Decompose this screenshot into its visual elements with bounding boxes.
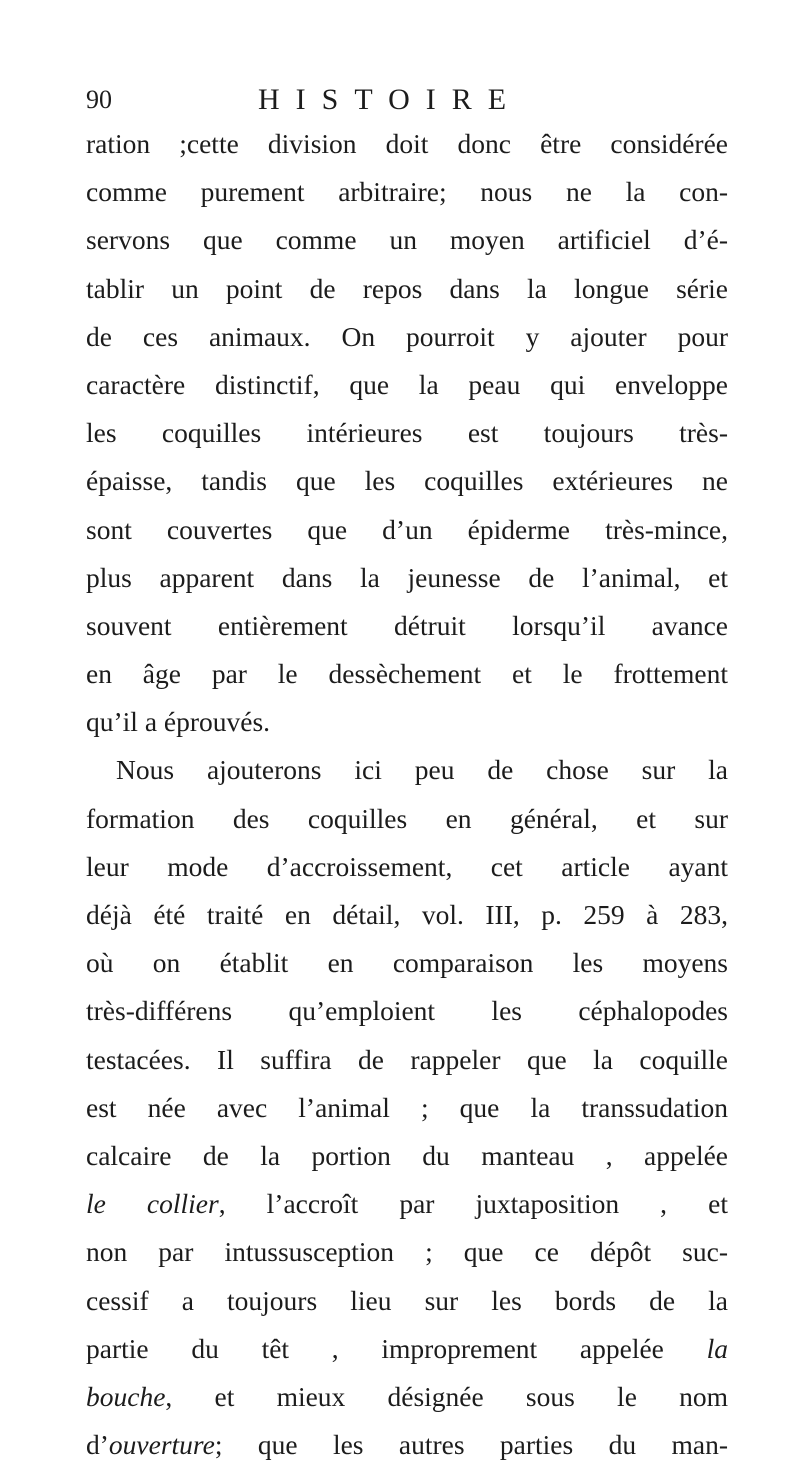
text-line: servons que comme un moyen artificiel d’é- <box>86 224 728 256</box>
text-line: en âge par le dessèchement et le frottement <box>86 658 728 690</box>
text-line: comme purement arbitraire; nous ne la con- <box>86 176 728 208</box>
text-fragment: , l’accroît par juxtaposition , et <box>218 1188 728 1220</box>
text-line: ration ;cette division doit donc être considérée <box>86 128 728 159</box>
text-line: tablir un point de repos dans la longue série <box>86 272 728 304</box>
text-fragment: , et mieux désignée sous le nom <box>165 1380 728 1412</box>
text-line: déjà été traité en détail, vol. III, p. 259 à 283, <box>86 899 728 930</box>
text-line <box>86 1325 728 1373</box>
paragraph-start-line: Nous ajouterons ici peu de chose sur la <box>116 754 728 786</box>
text-line: sont couvertes que d’un épiderme très-mince, <box>86 513 728 545</box>
text-line: très-différens qu’emploient les céphalopodes <box>86 995 728 1027</box>
text-line: souvent entièrement détruit lorsqu’il avance <box>86 609 728 641</box>
italic-term: la <box>706 1332 728 1364</box>
text-line: où on établit en comparaison les moyens <box>86 947 728 979</box>
text-line: non par intussusception ; que ce dépôt suc- <box>86 1236 728 1268</box>
text-line: plus apparent dans la jeunesse de l’animal, et <box>86 561 728 593</box>
text-line: de ces animaux. On pourroit y ajouter pour <box>86 320 728 352</box>
italic-term: le collier <box>86 1188 219 1220</box>
running-title: HISTOIRE <box>258 83 523 116</box>
text-fragment: partie du têt , improprement appelée <box>86 1332 707 1364</box>
text-line: caractère distinctif, que la peau qui enveloppe <box>86 368 728 400</box>
italic-term: ouverture <box>108 1429 215 1461</box>
text-fragment: ; que les autres parties du man- <box>214 1429 728 1461</box>
text-line: est née avec l’animal ; que la transsudation <box>86 1091 728 1123</box>
body-text <box>86 120 728 1469</box>
text-line: testacées. Il suffira de rappeler que la coquille <box>86 1043 728 1075</box>
text-line: formation des coquilles en général, et sur <box>86 802 728 834</box>
page-number: 90 <box>86 85 112 114</box>
text-line <box>86 1421 728 1469</box>
italic-term: bouche <box>86 1380 166 1412</box>
text-line: leur mode d’accroissement, cet article ayant <box>86 850 728 882</box>
text-line: calcaire de la portion du manteau , appelée <box>86 1139 728 1171</box>
text-line: épaisse, tandis que les coquilles extérieures ne <box>86 465 728 497</box>
text-line: les coquilles intérieures est toujours très- <box>86 417 728 449</box>
text-line <box>86 1180 728 1228</box>
text-line: cessif a toujours lieu sur les bords de la <box>86 1284 728 1316</box>
paragraph-end-line: qu’il a éprouvés. <box>86 706 271 738</box>
text-fragment: d’ <box>86 1429 109 1461</box>
page-header <box>86 80 726 120</box>
